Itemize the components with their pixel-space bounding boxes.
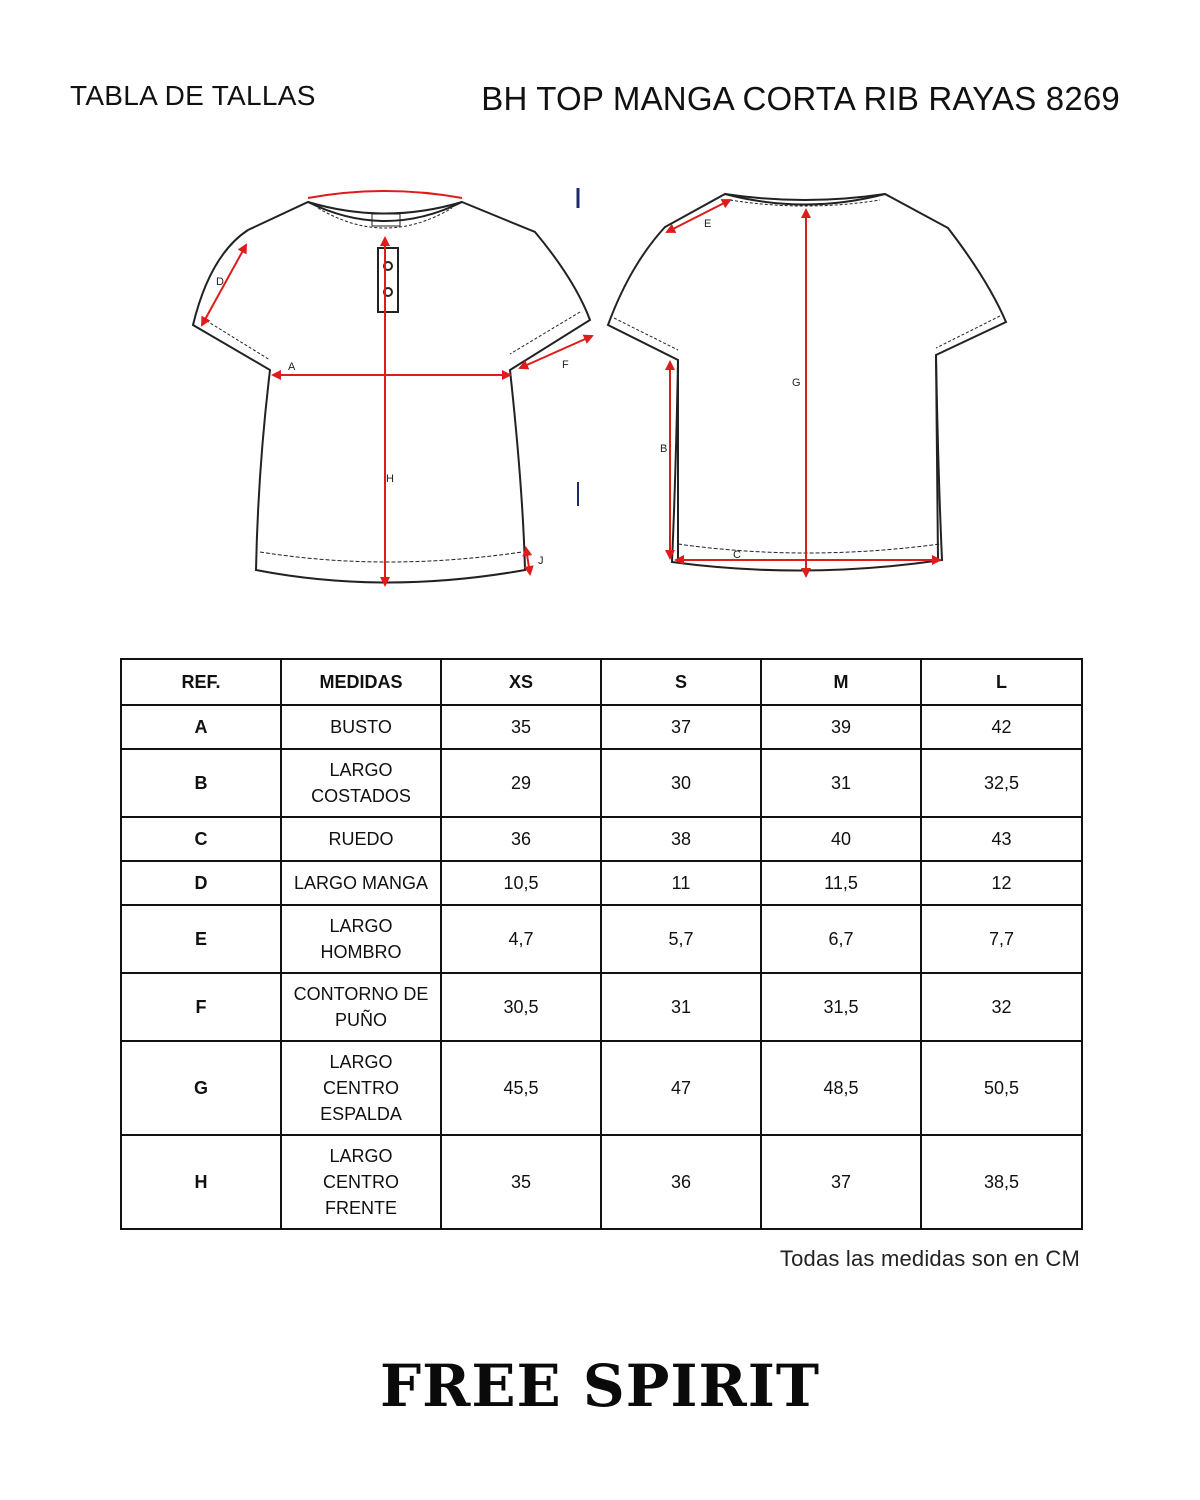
cell-xs: 45,5 xyxy=(441,1041,601,1135)
front-label-a: A xyxy=(288,361,296,373)
cell-medida: LARGO COSTADOS xyxy=(281,749,441,817)
cell-xs: 36 xyxy=(441,817,601,861)
cell-medida: LARGO CENTRO FRENTE xyxy=(281,1135,441,1229)
cell-l: 7,7 xyxy=(921,905,1082,973)
cell-medida: LARGO MANGA xyxy=(281,861,441,905)
cell-medida: CONTORNO DE PUÑO xyxy=(281,973,441,1041)
cell-medida: RUEDO xyxy=(281,817,441,861)
cell-medida: LARGO HOMBRO xyxy=(281,905,441,973)
cell-s: 36 xyxy=(601,1135,761,1229)
table-header-row xyxy=(121,659,1082,705)
cell-m: 37 xyxy=(761,1135,921,1229)
units-note: Todas las medidas son en CM xyxy=(779,1246,1080,1271)
back-label-g: G xyxy=(792,377,801,389)
cell-l: 43 xyxy=(921,817,1082,861)
garment-diagram xyxy=(180,170,1020,610)
cell-m: 31,5 xyxy=(761,973,921,1041)
cell-m: 6,7 xyxy=(761,905,921,973)
size-table xyxy=(120,658,1083,1230)
cell-xs: 4,7 xyxy=(441,905,601,973)
front-label-h: H xyxy=(386,473,394,485)
page-title-left: TABLA DE TALLAS xyxy=(70,80,316,111)
back-measure-lines xyxy=(667,200,940,576)
cell-medida: LARGO CENTRO ESPALDA xyxy=(281,1041,441,1135)
cell-ref: C xyxy=(121,817,281,861)
col-header-m: M xyxy=(761,659,921,705)
cell-s: 30 xyxy=(601,749,761,817)
table-row xyxy=(121,973,1082,1041)
brand-logo: FREE SPIRIT xyxy=(379,1352,821,1420)
front-label-d: D xyxy=(216,276,224,288)
cell-xs: 35 xyxy=(441,705,601,749)
cell-m: 31 xyxy=(761,749,921,817)
cell-l: 12 xyxy=(921,861,1082,905)
col-header-ref: REF. xyxy=(121,659,281,705)
cell-s: 47 xyxy=(601,1041,761,1135)
cell-s: 31 xyxy=(601,973,761,1041)
product-title: BH TOP MANGA CORTA RIB RAYAS 8269 xyxy=(481,80,1120,117)
cell-ref: F xyxy=(121,973,281,1041)
col-header-medidas: MEDIDAS xyxy=(281,659,441,705)
table-row xyxy=(121,905,1082,973)
front-label-f: F xyxy=(562,359,569,371)
table-row xyxy=(121,861,1082,905)
cell-xs: 10,5 xyxy=(441,861,601,905)
cell-l: 32 xyxy=(921,973,1082,1041)
cell-l: 32,5 xyxy=(921,749,1082,817)
cell-xs: 30,5 xyxy=(441,973,601,1041)
front-tshirt-outline xyxy=(193,202,590,583)
cell-s: 11 xyxy=(601,861,761,905)
cell-l: 38,5 xyxy=(921,1135,1082,1229)
back-label-b: B xyxy=(660,443,668,455)
cell-s: 37 xyxy=(601,705,761,749)
cell-m: 40 xyxy=(761,817,921,861)
cell-ref: B xyxy=(121,749,281,817)
cell-xs: 35 xyxy=(441,1135,601,1229)
cell-m: 39 xyxy=(761,705,921,749)
cell-s: 38 xyxy=(601,817,761,861)
cell-ref: H xyxy=(121,1135,281,1229)
back-label-e: E xyxy=(704,218,712,230)
cell-ref: G xyxy=(121,1041,281,1135)
cell-m: 11,5 xyxy=(761,861,921,905)
cell-s: 5,7 xyxy=(601,905,761,973)
table-row xyxy=(121,705,1082,749)
back-label-c: C xyxy=(733,549,741,561)
cell-ref: E xyxy=(121,905,281,973)
cell-xs: 29 xyxy=(441,749,601,817)
table-row xyxy=(121,1135,1082,1229)
col-header-l: L xyxy=(921,659,1082,705)
cell-m: 48,5 xyxy=(761,1041,921,1135)
table-row xyxy=(121,1041,1082,1135)
front-label-j: J xyxy=(538,555,544,567)
cell-l: 50,5 xyxy=(921,1041,1082,1135)
col-header-s: S xyxy=(601,659,761,705)
col-header-xs: XS xyxy=(441,659,601,705)
cell-ref: A xyxy=(121,705,281,749)
cell-ref: D xyxy=(121,861,281,905)
cell-medida: BUSTO xyxy=(281,705,441,749)
table-row xyxy=(121,749,1082,817)
cell-l: 42 xyxy=(921,705,1082,749)
table-row xyxy=(121,817,1082,861)
